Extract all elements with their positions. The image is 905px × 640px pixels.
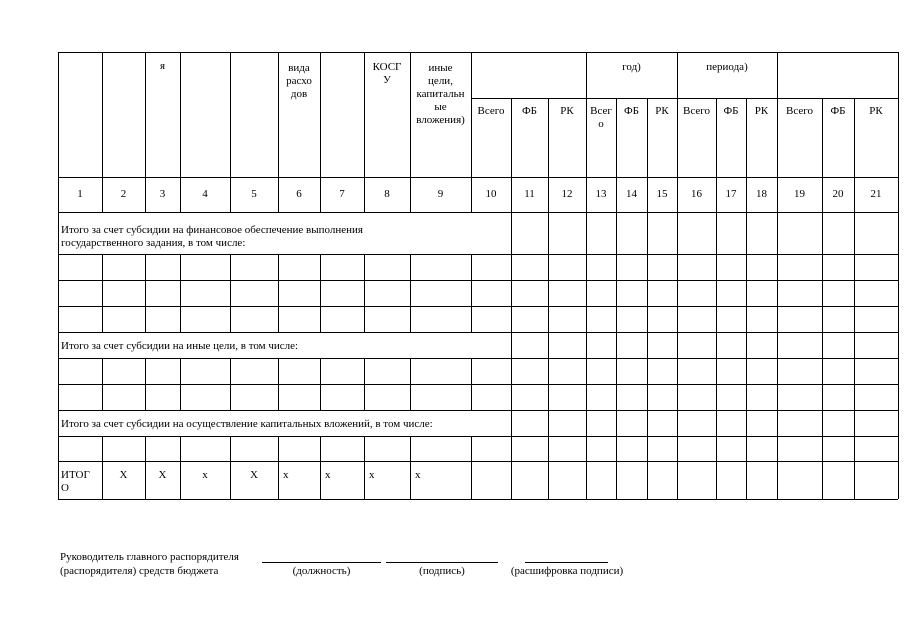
grid-line: [471, 358, 472, 410]
signature-underline: [262, 562, 381, 563]
subheader-19: Всего: [786, 105, 813, 117]
subheader-line: [471, 98, 898, 99]
total-row-mark: х: [202, 469, 208, 481]
column-number: 2: [120, 188, 127, 200]
total-row-label: О: [61, 482, 69, 494]
total-row-mark: х: [283, 469, 289, 481]
subheader-20: ФБ: [830, 105, 846, 117]
row-line: [58, 499, 898, 500]
subheader-13: Всег: [590, 105, 612, 117]
grid-line: [278, 358, 279, 410]
table-left-border: [58, 52, 59, 499]
grid-line: [180, 254, 181, 332]
header-col6-text: расхо: [286, 75, 312, 87]
grid-line: [145, 254, 146, 332]
header-col8-text: КОСГ: [372, 61, 402, 73]
grid-line: [102, 436, 103, 499]
header-col9-text: ые: [434, 101, 447, 113]
column-number: 12: [561, 188, 573, 200]
grid-line: [677, 52, 678, 499]
header-col3-text: я: [159, 60, 166, 72]
header-col9-text: иные: [428, 62, 453, 74]
grid-line: [822, 98, 823, 499]
signature-caption-position: (должность): [292, 565, 351, 577]
grid-line: [278, 436, 279, 499]
section-label-capital: Итого за счет субсидии на осуществление капитальных вложений, в том числе:: [61, 418, 433, 430]
subheader-11: ФБ: [521, 105, 537, 117]
column-number: 7: [339, 188, 345, 200]
grid-line: [364, 358, 365, 410]
row-line: [58, 212, 898, 213]
grid-line: [180, 436, 181, 499]
subheader-13: о: [598, 118, 604, 130]
grid-line: [364, 254, 365, 332]
column-number: 21: [870, 188, 882, 200]
grid-line: [777, 52, 778, 499]
grid-line: [410, 254, 411, 332]
column-number: 5: [251, 188, 257, 200]
subheader-18: РК: [754, 105, 769, 117]
column-number: 9: [437, 188, 444, 200]
total-row-label: ИТОГ: [61, 469, 90, 481]
grid-line: [364, 436, 365, 499]
grid-line: [716, 98, 717, 499]
column-number: 19: [794, 188, 805, 200]
row-line: [58, 436, 898, 437]
grid-line: [320, 358, 321, 410]
header-col9-text: цели,: [428, 75, 453, 87]
total-row-mark: Х: [119, 469, 128, 481]
grid-line: [854, 98, 855, 499]
header-group-year: год): [622, 61, 641, 73]
column-number: 18: [756, 188, 767, 200]
section-label-state-task: государственного задания, в том числе:: [61, 237, 246, 249]
grid-line: [230, 254, 231, 332]
column-number: 16: [691, 188, 702, 200]
signature-title-line1: Руководитель главного распорядителя: [60, 551, 239, 563]
signature-underline: [525, 562, 608, 563]
grid-line: [410, 436, 411, 499]
column-number: 20: [832, 188, 844, 200]
row-line: [58, 410, 898, 411]
signature-underline: [386, 562, 498, 563]
grid-line: [511, 98, 512, 499]
column-number: 6: [296, 188, 302, 200]
subheader-17: ФБ: [723, 105, 739, 117]
column-number: 10: [485, 188, 497, 200]
grid-line: [320, 436, 321, 499]
grid-line: [180, 358, 181, 410]
grid-line: [647, 98, 648, 499]
subheader-21: РК: [869, 105, 883, 117]
row-line: [58, 332, 898, 333]
grid-line: [145, 436, 146, 499]
column-number: 11: [524, 188, 535, 200]
row-line: [58, 358, 898, 359]
row-line: [58, 254, 898, 255]
grid-line: [230, 358, 231, 410]
grid-line: [145, 358, 146, 410]
row-line: [58, 306, 898, 307]
total-row-mark: Х: [158, 469, 167, 481]
header-col6-text: вида: [288, 62, 310, 74]
grid-line: [746, 98, 747, 499]
grid-line: [471, 254, 472, 332]
signature-caption-decoding: (расшифровка подписи): [510, 565, 624, 577]
header-col9-text: вложения): [416, 114, 465, 126]
grid-line: [548, 98, 549, 499]
column-number: 17: [725, 188, 737, 200]
header-col9-text: капитальн: [416, 88, 465, 100]
grid-line: [278, 254, 279, 332]
column-number: 15: [656, 188, 668, 200]
column-number: 14: [626, 188, 637, 200]
subheader-10: Всего: [477, 105, 505, 117]
grid-line: [320, 254, 321, 332]
table-right-border: [898, 52, 899, 499]
row-line: [58, 384, 898, 385]
total-row-mark: х: [325, 469, 331, 481]
signature-caption-sign: (подпись): [419, 565, 465, 577]
row-line: [58, 177, 898, 178]
header-col8-text: У: [383, 74, 391, 86]
subheader-12: РК: [560, 105, 574, 117]
header-col6-text: дов: [290, 88, 308, 100]
section-label-other-goals: Итого за счет субсидии на иные цели, в том числе:: [61, 340, 299, 352]
column-number: 8: [384, 188, 390, 200]
total-row-mark: Х: [250, 469, 258, 481]
subheader-16: Всего: [683, 105, 710, 117]
total-row-mark: х: [369, 469, 375, 481]
signature-title-line2: (распорядителя) средств бюджета: [60, 565, 219, 577]
grid-line: [471, 436, 472, 499]
grid-line: [102, 254, 103, 332]
subheader-15: РК: [655, 105, 669, 117]
column-number: 13: [595, 188, 607, 200]
table-top-border: [58, 52, 898, 53]
grid-line: [616, 98, 617, 499]
column-number: 4: [202, 188, 208, 200]
row-line: [58, 280, 898, 281]
column-number: 1: [77, 188, 83, 200]
row-line: [58, 461, 898, 462]
grid-line: [102, 358, 103, 410]
grid-line: [410, 358, 411, 410]
section-label-state-task: Итого за счет субсидии на финансовое обеспечение выполнения: [61, 224, 363, 236]
subheader-14: ФБ: [623, 105, 639, 117]
column-number: 3: [159, 188, 166, 200]
total-row-mark: х: [415, 469, 421, 481]
grid-line: [230, 436, 231, 499]
header-group-period: периода): [706, 61, 748, 73]
